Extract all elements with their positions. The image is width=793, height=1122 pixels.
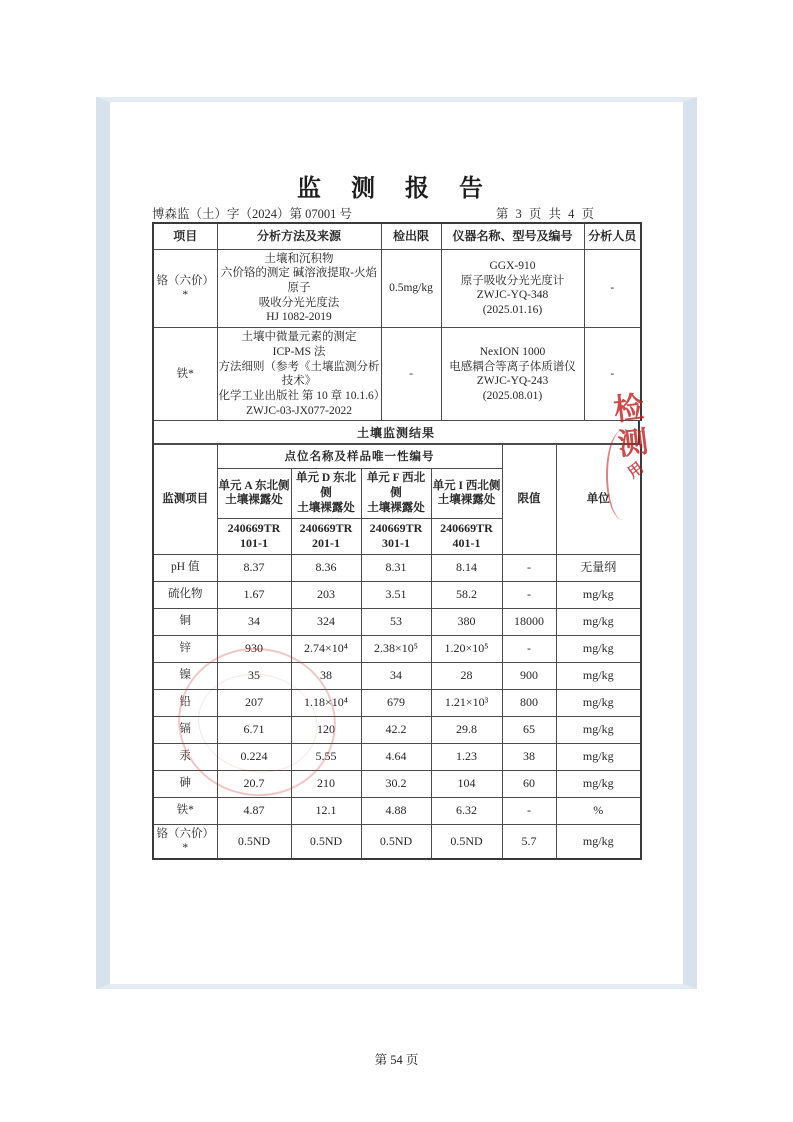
value-cell: 53 xyxy=(361,608,431,635)
table-row xyxy=(153,743,641,770)
table-row xyxy=(153,249,641,328)
sample-id-line: 101-1 xyxy=(240,536,268,551)
value-cell: 42.2 xyxy=(361,716,431,743)
value-cell: 20.7 xyxy=(217,770,291,797)
value-cell: 930 xyxy=(217,635,291,662)
table-row xyxy=(153,824,641,859)
limit-cell: 60 xyxy=(502,770,556,797)
col-header-limit: 限值 xyxy=(502,445,556,554)
value-cell: 28 xyxy=(431,662,502,689)
parameter-name: 汞 xyxy=(153,743,217,770)
doc-number: 博森监（土）字（2024）第 07001 号 xyxy=(152,207,353,221)
value-cell: 1.18×10⁴ xyxy=(291,689,361,716)
analyst-cell: - xyxy=(584,249,641,328)
section-title: 土壤监测结果 xyxy=(152,421,640,444)
limit-cell: 900 xyxy=(502,662,556,689)
value-cell: 6.32 xyxy=(431,797,502,824)
unit-cell: % xyxy=(556,797,641,824)
unit-cell: mg/kg xyxy=(556,662,641,689)
site-name-line: 土壤裸露处 xyxy=(225,494,283,507)
results-header-row-group xyxy=(153,445,641,469)
sample-id-line: 240669TR xyxy=(299,520,353,535)
sample-id xyxy=(291,518,361,554)
method-cell xyxy=(217,249,381,328)
value-cell: 3.51 xyxy=(361,581,431,608)
table-row xyxy=(153,770,641,797)
value-cell: 58.2 xyxy=(431,581,502,608)
parameter-name: 镍 xyxy=(153,662,217,689)
value-cell: 1.20×10⁵ xyxy=(431,635,502,662)
site-name-line: 单元 A 东北侧 xyxy=(218,479,290,492)
col-header-detection-limit: 检出限 xyxy=(381,223,441,249)
instrument-cell xyxy=(441,328,584,421)
instrument-cell xyxy=(441,249,584,328)
sample-id-line: 301-1 xyxy=(382,536,410,551)
unit-cell: 无量纲 xyxy=(556,554,641,581)
site-name xyxy=(431,469,502,518)
value-cell: 8.14 xyxy=(431,554,502,581)
site-name-line: 单元 D 东北侧 xyxy=(295,472,357,500)
value-cell: 2.38×10⁵ xyxy=(361,635,431,662)
instrument-line: (2025.01.16) xyxy=(482,304,543,317)
site-name-line: 单元 F 西北侧 xyxy=(366,472,426,500)
site-name-line: 土壤裸露处 xyxy=(367,501,425,514)
unit-cell: mg/kg xyxy=(556,608,641,635)
value-cell: 207 xyxy=(217,689,291,716)
unit-cell: mg/kg xyxy=(556,716,641,743)
method-line: 土壤和沉积物 xyxy=(264,252,334,265)
col-header-instrument: 仪器名称、型号及编号 xyxy=(441,223,584,249)
parameter-name: 铬（六价）* xyxy=(153,824,217,859)
table-row xyxy=(153,797,641,824)
limit-cell: 800 xyxy=(502,689,556,716)
parameter-name: 铅 xyxy=(153,689,217,716)
methods-table xyxy=(152,222,642,421)
instrument-line: GGX-910 xyxy=(489,259,536,272)
sample-id xyxy=(217,518,291,554)
parameter-name: pH 值 xyxy=(153,554,217,581)
sample-id-line: 240669TR xyxy=(440,520,493,535)
method-line: HJ 1082-2019 xyxy=(266,311,332,324)
limit-cell: 18000 xyxy=(502,608,556,635)
sample-id-line: 240669TR xyxy=(227,520,281,535)
method-cell xyxy=(217,328,386,421)
limit-cell: 65 xyxy=(502,716,556,743)
limit-cell: - xyxy=(502,635,556,662)
value-cell: 210 xyxy=(291,770,361,797)
methods-header-row xyxy=(153,223,641,249)
seal-character: 测 xyxy=(616,424,650,462)
detection-limit-cell: 0.5mg/kg xyxy=(381,249,441,328)
site-name xyxy=(291,469,361,518)
analyst-cell: - xyxy=(584,328,641,421)
limit-cell: 38 xyxy=(502,743,556,770)
parameter-name: 硫化物 xyxy=(153,581,217,608)
limit-cell: 5.7 xyxy=(502,824,556,859)
parameter-name: 镉 xyxy=(153,716,217,743)
value-cell: 34 xyxy=(217,608,291,635)
instrument-line: 电感耦合等离子体质谱仪 xyxy=(449,360,576,373)
unit-cell: mg/kg xyxy=(556,824,641,859)
limit-cell: - xyxy=(502,554,556,581)
value-cell: 380 xyxy=(431,608,502,635)
col-header-unit: 单位 xyxy=(556,445,641,554)
value-cell: 4.88 xyxy=(361,797,431,824)
method-line: 化学工业出版社 第 10 章 10.1.6） xyxy=(218,389,386,402)
report-body xyxy=(152,222,640,860)
value-cell: 1.67 xyxy=(217,581,291,608)
seal-character: 用 xyxy=(625,460,647,483)
value-cell: 35 xyxy=(217,662,291,689)
value-cell: 0.5ND xyxy=(291,824,361,859)
value-cell: 38 xyxy=(291,662,361,689)
detection-limit-cell: - xyxy=(381,328,441,421)
sample-id-line: 201-1 xyxy=(312,536,340,551)
value-cell: 0.224 xyxy=(217,743,291,770)
value-cell: 0.5ND xyxy=(431,824,502,859)
value-cell: 104 xyxy=(431,770,502,797)
sample-id-line: 240669TR xyxy=(369,520,423,535)
value-cell: 120 xyxy=(291,716,361,743)
value-cell: 8.37 xyxy=(217,554,291,581)
table-row xyxy=(153,689,641,716)
value-cell: 5.55 xyxy=(291,743,361,770)
seal-character: 检 xyxy=(611,390,646,428)
table-row xyxy=(153,662,641,689)
site-name-line: 土壤裸露处 xyxy=(437,494,496,507)
value-cell: 2.74×10⁴ xyxy=(291,635,361,662)
table-row xyxy=(153,608,641,635)
value-cell: 8.31 xyxy=(361,554,431,581)
unit-cell: mg/kg xyxy=(556,635,641,662)
value-cell: 1.21×10³ xyxy=(431,689,502,716)
unit-cell: mg/kg xyxy=(556,743,641,770)
value-cell: 324 xyxy=(291,608,361,635)
value-cell: 679 xyxy=(361,689,431,716)
table-row xyxy=(153,635,641,662)
value-cell: 203 xyxy=(291,581,361,608)
page-number-info: 第 3 页 共 4 页 xyxy=(495,207,596,221)
page-title: 监 测 报 告 xyxy=(297,176,495,202)
value-cell: 4.87 xyxy=(217,797,291,824)
table-row xyxy=(153,581,641,608)
parameter-name: 铜 xyxy=(153,608,217,635)
site-name-line: 单元 I 西北侧 xyxy=(432,479,501,492)
parameter-name: 铁* xyxy=(153,328,217,421)
sample-id-line: 401-1 xyxy=(452,536,481,551)
method-line: 六价铬的测定 碱溶液提取-火焰原子 xyxy=(220,267,378,294)
method-line: 方法细则（参考《土壤监测分析技术》 xyxy=(218,360,380,388)
instrument-line: NexION 1000 xyxy=(479,345,546,358)
unit-cell: mg/kg xyxy=(556,581,641,608)
instrument-line: ZWJC-YQ-348 xyxy=(476,289,549,302)
unit-cell: mg/kg xyxy=(556,689,641,716)
method-line: ICP-MS 法 xyxy=(272,345,326,358)
parameter-name: 铬（六价）* xyxy=(153,249,217,328)
sample-id xyxy=(361,518,431,554)
value-cell: 12.1 xyxy=(291,797,361,824)
results-table xyxy=(152,444,642,860)
value-cell: 34 xyxy=(361,662,431,689)
instrument-line: ZWJC-YQ-243 xyxy=(476,375,549,388)
value-cell: 0.5ND xyxy=(361,824,431,859)
method-line: ZWJC-03-JX077-2022 xyxy=(245,404,353,417)
table-row xyxy=(153,716,641,743)
instrument-line: 原子吸收分光光度计 xyxy=(460,274,565,287)
doc-meta-row xyxy=(152,204,640,222)
unit-cell: mg/kg xyxy=(556,770,641,797)
site-name xyxy=(361,469,431,518)
value-cell: 6.71 xyxy=(217,716,291,743)
instrument-line: (2025.08.01) xyxy=(482,389,543,402)
col-header-method: 分析方法及来源 xyxy=(217,223,381,249)
method-line: 土壤中微量元素的测定 xyxy=(241,331,357,344)
col-header-item: 项目 xyxy=(153,223,217,249)
col-header-analyst: 分析人员 xyxy=(584,223,641,249)
value-cell: 0.5ND xyxy=(217,824,291,859)
sample-id xyxy=(431,518,502,554)
page-footer: 第 54 页 xyxy=(374,1053,419,1067)
limit-cell: - xyxy=(502,581,556,608)
limit-cell: - xyxy=(502,797,556,824)
col-header-site-group: 点位名称及样品唯一性编号 xyxy=(217,445,502,469)
value-cell: 4.64 xyxy=(361,743,431,770)
col-header-monitor-item: 监测项目 xyxy=(153,445,217,554)
table-row xyxy=(153,328,641,421)
value-cell: 8.36 xyxy=(291,554,361,581)
value-cell: 1.23 xyxy=(431,743,502,770)
method-line: 吸收分光光度法 xyxy=(258,296,340,309)
table-row xyxy=(153,554,641,581)
parameter-name: 砷 xyxy=(153,770,217,797)
site-name-line: 土壤裸露处 xyxy=(297,501,355,514)
parameter-name: 铁* xyxy=(153,797,217,824)
parameter-name: 锌 xyxy=(153,635,217,662)
value-cell: 30.2 xyxy=(361,770,431,797)
value-cell: 29.8 xyxy=(431,716,502,743)
site-name xyxy=(217,469,291,518)
